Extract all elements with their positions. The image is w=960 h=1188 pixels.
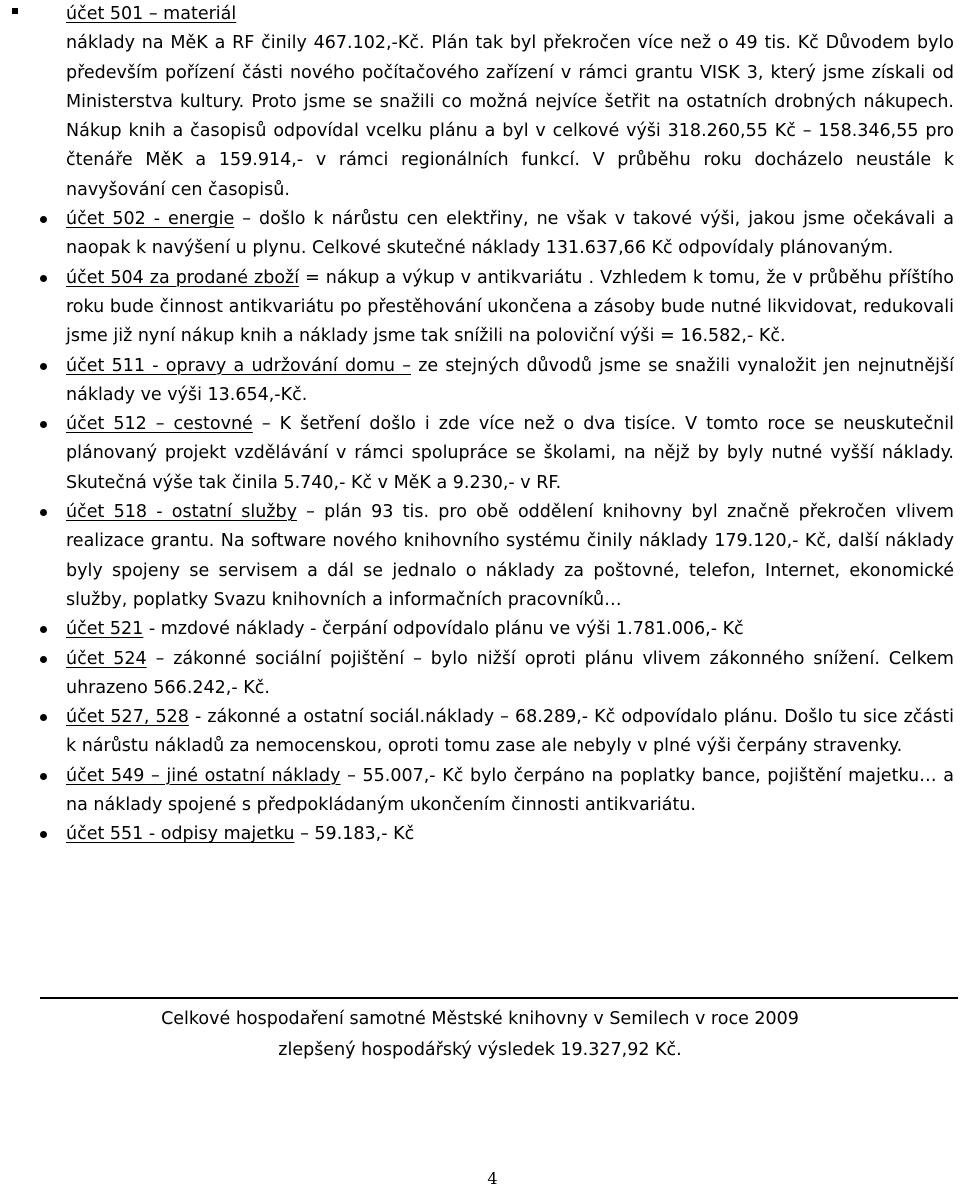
item-text: - mzdové náklady - čerpání odpovídalo plánu ve výši 1.781.006,- Kč: [148, 619, 744, 640]
bullet-icon: [40, 773, 47, 780]
list-item: [0, 615, 960, 644]
item-title: účet 512 – cestovné: [66, 414, 253, 435]
list-item: [0, 410, 960, 498]
list-item: [0, 820, 960, 849]
summary-line-2: zlepšený hospodářský výsledek 19.327,92 Kč.: [278, 1040, 682, 1060]
bullet-icon: [40, 656, 47, 663]
bullet-icon: [40, 509, 47, 516]
bullet-icon: [40, 714, 47, 721]
item-text: = nákup a výkup v antikvariátu . Vzhledem k tomu, že v průběhu příštího roku bude činnost antikvariátu po přestěhování ukončena a zásoby bude nutné likvidovat, redukovali jsme již nyní nákup knih a náklady jsme tak snížili na poloviční výši = 16.582,- Kč.: [66, 267, 954, 347]
list-item: [0, 352, 960, 411]
item-title: účet 501 – materiál: [66, 4, 237, 24]
page-number: 4: [487, 1169, 498, 1188]
list-item: [0, 762, 960, 821]
list-item: [0, 498, 960, 615]
list-item: [0, 645, 960, 704]
bullet-icon: [40, 216, 47, 223]
item-text: – došlo k nárůstu cen elektřiny, ne však v takové výši, jakou jsme očekávali a naopak k navýšení u plynu. Celkové skutečné náklady 131.637,66 Kč odpovídaly plánovaným.: [66, 209, 954, 259]
item-title: účet 549 – jiné ostatní náklady: [66, 765, 341, 786]
item-title: účet 524: [66, 648, 147, 669]
item-title: účet 518 - ostatní služby: [66, 502, 297, 523]
list-item: [0, 205, 960, 264]
item-title: účet 551 - odpisy majetku: [66, 824, 295, 845]
item-text: – 59.183,- Kč: [300, 824, 415, 845]
item-text: - zákonné a ostatní sociál.náklady – 68.289,- Kč odpovídalo plánu. Došlo tu sice zčásti k nárůstu nákladů za nemocenskou, oproti tomu zase ale nebyly v plné výši čerpány stravenky.: [66, 707, 954, 757]
item-title: účet 527, 528: [66, 707, 189, 728]
item-text: ze stejných důvodů jsme se snažili vynaložit jen nejnutnější náklady ve výši 13.654,-Kč.: [66, 355, 954, 405]
bullet-icon: [40, 831, 47, 838]
item-title: účet 504 za prodané zboží: [66, 267, 300, 288]
bullet-icon: [40, 275, 47, 282]
item-text: – K šetření došlo i zde více než o dva tisíce. V tomto roce se neuskutečnil plánovaný projekt vzdělávání v rámci spolupráce se školami, na nějž by byly nutné vyšší náklady. Skutečná výše tak činila 5.740,- Kč v MěK a 9.230,- v RF.: [66, 414, 954, 493]
list-item: [0, 0, 960, 205]
item-text: – plán 93 tis. pro obě oddělení knihovny byl značně překročen vlivem realizace grantu. Na software nového knihovního systému činily náklady 179.120,- Kč, další náklady byly spojeny se servisem a dál se jednalo o náklady za poštovné, telefon, Internet, ekonomické služby, poplatky Svazu knihovních a informačních pracovníků…: [66, 502, 954, 610]
list-item: [0, 264, 960, 352]
list-item: [0, 703, 960, 762]
divider-line: [40, 997, 958, 999]
bullet-icon: [40, 626, 47, 633]
square-bullet-icon: [12, 8, 18, 14]
summary-line-1: Celkové hospodaření samotné Městské knihovny v Semilech v roce 2009: [161, 1009, 799, 1029]
bullet-icon: [40, 421, 47, 428]
bullet-icon: [40, 363, 47, 370]
item-title: účet 521: [66, 619, 144, 640]
item-text: – 55.007,- Kč bylo čerpáno na poplatky bance, pojištění majetku… a na náklady spojené s předpokládaným ukončením činnosti antikvariátu.: [66, 765, 954, 816]
item-title: účet 502 - energie: [66, 209, 235, 230]
item-text: náklady na MěK a RF činily 467.102,-Kč. Plán tak byl překročen více než o 49 tis. Kč Důvodem bylo především pořízení části nového počítačového zařízení v rámci grantu VISK 3, který jsme získali od Ministerstva kultury. Proto jsme se snažili co možná nejvíce šetřit na ostatních drobných nákupech. Nákup knih a časopisů odpovídal vcelku plánu a byl v celkové výši 318.260,55 Kč – 158.346,55 pro čtenáře MěK a 159.914,- v rámci regionálních funkcí. V průběhu roku docházelo neustále k navyšování cen časopisů.: [66, 33, 954, 200]
item-text: – zákonné sociální pojištění – bylo nižší oproti plánu vlivem zákonného snížení. Celkem uhrazeno 566.242,- Kč.: [66, 648, 954, 698]
item-title: účet 511 - opravy a udržování domu –: [66, 355, 411, 376]
